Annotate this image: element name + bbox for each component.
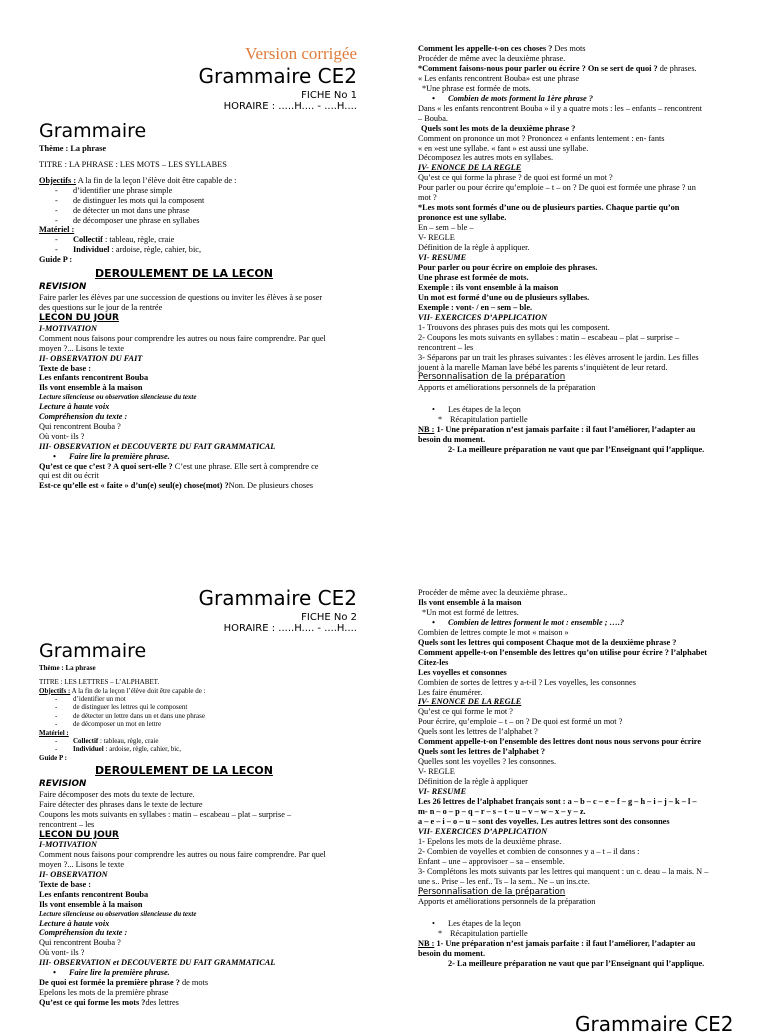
fiche-number: FICHE No 1 xyxy=(301,90,357,101)
objectif-item: - de distinguer les lettres qui le composent xyxy=(55,703,188,712)
resume-heading: VI- RESUME xyxy=(418,253,467,263)
materiel-collectif: - Collectif : tableau, règle, craie xyxy=(55,736,159,745)
objectifs: Objectifs : A la fin de la leçon l’élève doit être capable de : xyxy=(39,686,206,695)
question-line: Qu’est ce qui forme les mots ?des lettres xyxy=(39,998,179,1008)
text-line: *Une phrase est formée de mots. xyxy=(422,83,531,93)
question-line: Est-ce qu’elle est « faite » d’un(e) seul(e) chose(mot) ?Non. De plusieurs choses xyxy=(39,481,313,491)
comp-question: Qui rencontrent Bouba ? xyxy=(39,421,121,431)
text-line: 3- Complétons les mots suivants par les lettres qui manquent : un c. deau – la mais. N – xyxy=(418,866,709,876)
text-line: En – sem – ble – xyxy=(418,223,474,233)
page-title: Grammaire CE2 xyxy=(198,586,357,610)
observation-3-heading: III- OBSERVATION et DECOUVERTE DU FAIT GRAMMATICAL xyxy=(39,441,276,451)
motivation-heading: I-MOTIVATION xyxy=(39,840,97,850)
text-line: *Un mot est formé de lettres. xyxy=(422,607,519,617)
question-line: Epelons les mots de la première phrase xyxy=(39,988,169,998)
text-line: 2- Coupons les mots suivants en syllabes : matin – escabeau – plat – surprise – xyxy=(418,332,680,342)
horaire: HORAIRE : .....H.... - ....H.... xyxy=(223,101,357,112)
left-column xyxy=(39,116,361,491)
text-line: Apports et améliorations personnels de la préparation xyxy=(418,382,596,392)
observation-heading: II- OBSERVATION xyxy=(39,870,108,880)
materiel-collectif: - Collectif : tableau, règle, craie xyxy=(55,235,175,245)
list-item: * Récapitulation partielle xyxy=(438,414,528,424)
page-3-title: Grammaire CE2 xyxy=(575,1012,734,1036)
personnalisation-heading: Personnalisation de la préparation xyxy=(418,372,566,383)
text-line: Citez-les xyxy=(418,657,449,667)
deroulement-heading: DEROULEMENT DE LA LECON xyxy=(95,764,273,778)
materiel-individuel: - Individuel : ardoise, règle, cahier, bic, xyxy=(55,245,202,255)
left-column xyxy=(39,636,361,1008)
text-line: Exemple : vont- / en – sem – ble. xyxy=(418,302,533,312)
nb-line: besoin du moment. xyxy=(418,948,486,958)
text-line: Quels sont les lettres de l’alphabet ? xyxy=(418,727,538,737)
lecture-silencieuse: Lecture silencieuse ou observation silencieuse du texte xyxy=(39,393,197,402)
text-line: m- n – o – p – q – r – s – t – u – v – w – x – y – z. xyxy=(418,806,586,816)
nb-line: NB : 1- Une préparation n’est jamais parfaite : il faut l’améliorer, l’adapter au xyxy=(418,938,696,948)
resume-heading: VI- RESUME xyxy=(418,787,467,797)
text-line: Comment on prononce un mot ? Prononcez « enfants lentement : en- fants xyxy=(418,133,665,143)
list-item: * Récapitulation partielle xyxy=(438,928,528,938)
objectif-item: - de détecter un mot dans une phrase xyxy=(55,205,190,215)
section-title: Grammaire xyxy=(39,640,147,662)
revision-line: Faire décomposer des mots du texte de lecture. xyxy=(39,789,195,799)
text-line: a – e – i – o – u – sont des voyelles. Les autres lettres sont des consonnes xyxy=(418,816,670,826)
page-title: Grammaire CE2 xyxy=(198,64,357,88)
texte-line: Ils vont ensemble à la maison xyxy=(39,900,143,910)
revision-line: Faire détecter des phrases dans le texte de lecture xyxy=(39,799,203,809)
motivation-line: Comment nous faisons pour comprendre les autres ou nous faire comprendre. Par quel xyxy=(39,333,326,343)
right-column xyxy=(418,588,736,969)
objectif-item: - de décomposer une phrase en syllabes xyxy=(55,215,200,225)
comp-question: Où vont- ils ? xyxy=(39,431,85,441)
texte-base: Texte de base : xyxy=(39,363,92,373)
objectif-item: - de détecter un lettre dans un et dans une phrase xyxy=(55,711,205,720)
text-line: Quelles sont les voyelles ? les consonnes. xyxy=(418,757,557,767)
enonce-heading: IV- ENONCE DE LA REGLE xyxy=(418,697,522,707)
objectif-item: - d’identifier un mot xyxy=(55,694,126,703)
nb-line: 2- La meilleure préparation ne vaut que par l’Enseignant qui l’applique. xyxy=(448,444,705,454)
text-line: 1- Epelons les mots de la deuxième phrase. xyxy=(418,836,562,846)
faire-lire: • Faire lire la première phrase. xyxy=(53,451,170,461)
enonce-heading: IV- ENONCE DE LA REGLE xyxy=(418,163,522,173)
revision-line: Faire parler les élèves par une succession de questions ou inviter les élèves à se poser xyxy=(39,293,323,303)
revision-heading: REVISION xyxy=(39,282,87,293)
comp-question: Où vont- ils ? xyxy=(39,948,85,958)
text-line: Les 26 lettres de l’alphabet français sont : a – b – c – e – f – g – h – i – j – k – l – xyxy=(418,797,697,807)
text-line: Comment les appelle-t-on ces choses ? Des mots xyxy=(418,44,586,53)
text-line: *Comment faisons-nous pour parler ou écrire ? On se sert de quoi ? de phrases. xyxy=(418,63,697,73)
text-line: « Les enfants rencontrent Bouba» est une phrase xyxy=(418,73,580,83)
text-line: Dans « les enfants rencontrent Bouba » il y a quatre mots : les – enfants – rencontrent xyxy=(418,103,703,113)
lecon-heading: LECON DU JOUR xyxy=(39,312,119,323)
materiel-label: Matériel : xyxy=(39,225,75,235)
lecon-heading: LECON DU JOUR xyxy=(39,829,119,840)
text-line: 1- Trouvons des phrases puis des mots qui les composent. xyxy=(418,322,610,332)
motivation-line: Comment nous faisons pour comprendre les autres ou nous faire comprendre. Par quel xyxy=(39,850,326,860)
exercices-heading: VII- EXERCICES D’APPLICATION xyxy=(418,312,548,322)
materiel-individuel: - Individuel : ardoise, règle, cahier, bic, xyxy=(55,745,182,754)
materiel-label: Matériel : xyxy=(39,728,69,737)
personnalisation-heading: Personnalisation de la préparation xyxy=(418,886,566,897)
text-line: Combien de sortes de lettres y a-t-il ? Les voyelles, les consonnes xyxy=(418,677,636,687)
text-line: rencontrent – les xyxy=(418,342,474,352)
revision-line: rencontrent – les xyxy=(39,819,95,829)
text-line: Procéder de même avec la deuxième phrase.. xyxy=(418,588,568,597)
text-line: Qu’est ce qui forme la phrase ? de quoi est formé un mot ? xyxy=(418,173,613,183)
observation-3-heading: III- OBSERVATION et DECOUVERTE DU FAIT GRAMMATICAL xyxy=(39,958,276,968)
titre: TITRE : LES LETTRES – L’ALPHABET. xyxy=(39,678,160,687)
document-page-2 xyxy=(0,512,768,1024)
text-line: Pour parler ou pour écrire qu’emploie – t – on ? De quoi est formée une phrase ? un xyxy=(418,183,696,193)
revision-line: Coupons les mots suivants en syllabes : matin – escabeau – plat – surprise – xyxy=(39,809,292,819)
guide: Guide P : xyxy=(39,255,73,265)
revision-line: des questions sur le jour de la rentrée xyxy=(39,302,163,312)
text-line: Une phrase est formée de mots. xyxy=(418,272,529,282)
question-line: De quoi est formée la première phrase ? de mots xyxy=(39,978,209,988)
text-line: Comment appelle-t-on l’ensemble des lettres qu’on utilise pour écrire ? l’alphabet xyxy=(418,647,707,657)
lecture-haute: Lecture à haute voix xyxy=(39,401,110,411)
guide: Guide P : xyxy=(39,753,68,762)
text-line: « en »est une syllabe. « fant » est aussi une syllabe. xyxy=(418,143,589,153)
text-line: – Bouba. xyxy=(418,113,448,123)
version-label: Version corrigée xyxy=(245,44,357,63)
text-line: Ils vont ensemble à la maison xyxy=(418,597,522,607)
text-line: Quels sont les lettres qui composent Chaque mot de la deuxième phrase ? xyxy=(418,637,677,647)
text-line: Les faire énumérer. xyxy=(418,687,483,697)
texte-base: Texte de base : xyxy=(39,880,92,890)
text-line: • Combien de lettres forment le mot : ensemble ; ….? xyxy=(432,617,625,627)
nb-line: 2- La meilleure préparation ne vaut que par l’Enseignant qui l’applique. xyxy=(448,958,705,968)
texte-line: Les enfants rencontrent Bouba xyxy=(39,890,149,900)
revision-heading: REVISION xyxy=(39,779,87,790)
list-item: • Les étapes de la leçon xyxy=(432,404,521,414)
text-line: mot ? xyxy=(418,193,437,203)
list-item: • Les étapes de la leçon xyxy=(432,918,521,928)
question-line: Qu’est ce que c’est ? A quoi sert-elle ? C’est une phrase. Elle sert à comprendre ce xyxy=(39,461,319,471)
objectifs: Objectifs : A la fin de la leçon l’élève doit être capable de : xyxy=(39,175,237,185)
titre: TITRE : LA PHRASE : LES MOTS – LES SYLLABES xyxy=(39,159,227,169)
texte-line: Les enfants rencontrent Bouba xyxy=(39,373,149,383)
text-line: Comment appelle-t-on l’ensemble des lettres dont nous nous servons pour écrire xyxy=(418,737,702,747)
deroulement-heading: DEROULEMENT DE LA LECON xyxy=(95,267,273,281)
text-line: 3- Séparons par un trait les phrases suivantes : les élèves arrosent le jardin. Les filles xyxy=(418,352,699,362)
right-column xyxy=(418,44,736,454)
regle-heading: V- REGLE xyxy=(418,233,455,243)
question-line: qui est dit ou écrit xyxy=(39,471,99,481)
objectif-item: - de décomposer un mot en lettre xyxy=(55,720,162,729)
text-line: Définition de la règle à appliquer. xyxy=(418,243,530,253)
text-line: Procéder de même avec la deuxième phrase. xyxy=(418,53,566,63)
motivation-heading: I-MOTIVATION xyxy=(39,323,97,333)
text-line: Un mot est formé d’une ou de plusieurs syllabes. xyxy=(418,292,590,302)
objectif-item: - de distinguer les mots qui la composent xyxy=(55,195,205,205)
texte-line: Ils vont ensemble à la maison xyxy=(39,383,143,393)
text-line: Quels sont les lettres de l’alphabet ? xyxy=(418,747,546,757)
text-line: Pour écrire, qu’emploie – t – on ? De quoi est formé un mot ? xyxy=(418,717,623,727)
text-line: 2- Combien de voyelles et combien de consonnes y a – t – il dans : xyxy=(418,846,640,856)
header-block xyxy=(198,586,357,634)
exercices-heading: VII- EXERCICES D’APPLICATION xyxy=(418,826,548,836)
text-line: *Les mots sont formés d’une ou de plusieurs parties. Chaque partie qu’on xyxy=(418,203,680,213)
horaire: HORAIRE : .....H.... - ....H.... xyxy=(223,623,357,634)
text-line: une s.. Prise – les enf.. Ts – la sem.. Ne – un ins.cte. xyxy=(418,876,590,886)
fiche-number: FICHE No 2 xyxy=(301,612,357,623)
motivation-line: moyen ?... Lisons le texte xyxy=(39,343,125,353)
theme: Thème : La phrase xyxy=(39,143,107,153)
text-line: Les voyelles et consonnes xyxy=(418,667,507,677)
objectif-item: - d’identifier une phrase simple xyxy=(55,185,173,195)
text-line: • Combien de mots forment la 1ère phrase ? xyxy=(432,93,593,103)
comprehension: Compréhension du texte : xyxy=(39,411,128,421)
observation-heading: II- OBSERVATION DU FAIT xyxy=(39,353,143,363)
text-line: Combien de lettres compte le mot « maison » xyxy=(418,627,569,637)
text-line: Quels sont les mots de la deuxième phrase ? xyxy=(421,123,576,133)
header-block xyxy=(198,44,357,112)
document-page-1 xyxy=(0,0,768,512)
comprehension: Compréhension du texte : xyxy=(39,928,128,938)
text-line: Exemple : ils vont ensemble à la maison xyxy=(418,282,559,292)
section-title: Grammaire xyxy=(39,120,147,142)
text-line: Apports et améliorations personnels de la préparation xyxy=(418,896,596,906)
lecture-silencieuse: Lecture silencieuse ou observation silencieuse du texte xyxy=(39,910,197,919)
regle-heading: V- REGLE xyxy=(418,767,455,777)
text-line: Définition de la règle à appliquer xyxy=(418,777,528,787)
text-line: Enfant – une – approvisoer – sa – ensemble. xyxy=(418,856,565,866)
text-line: jouent à la marelle Maman lave bébé les parents s’inquiètent de leur retard. xyxy=(418,362,668,372)
text-line: Pour parler ou pour écrire on emploie des phrases. xyxy=(418,262,598,272)
nb-line: besoin du moment. xyxy=(418,434,486,444)
theme: Thème : La phrase xyxy=(39,663,96,672)
text-line: Qu’est ce qui forme le mot ? xyxy=(418,707,513,717)
text-line: prononce est une syllabe. xyxy=(418,213,507,223)
motivation-line: moyen ?... Lisons le texte xyxy=(39,860,125,870)
faire-lire: • Faire lire la première phrase. xyxy=(53,968,170,978)
text-line: Décomposez les autres mots en syllabes. xyxy=(418,153,554,163)
nb-line: NB : 1- Une préparation n’est jamais parfaite : il faut l’améliorer, l’adapter au xyxy=(418,424,696,434)
comp-question: Qui rencontrent Bouba ? xyxy=(39,938,121,948)
lecture-haute: Lecture à haute voix xyxy=(39,918,110,928)
